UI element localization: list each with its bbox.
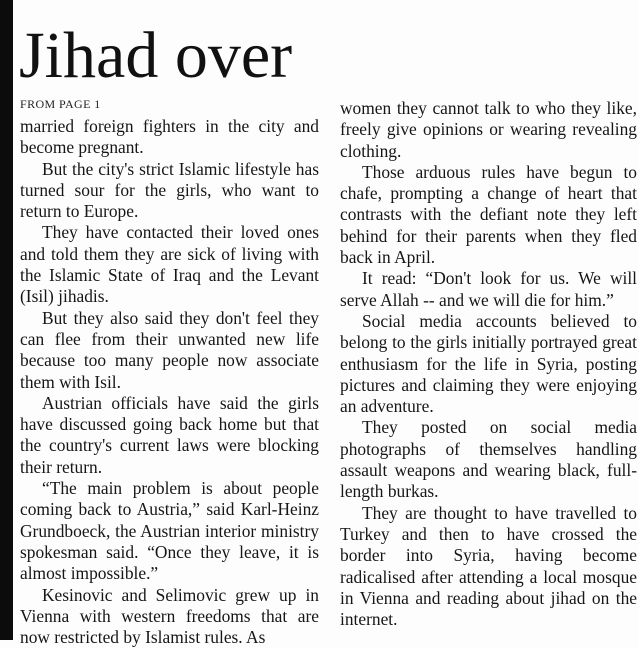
paragraph: Those arduous rules have begun to chafe, prompting a change of heart that contrasts with the defiant note they left behind for their parents when they fled back in April. [340,161,637,268]
left-margin-bar [0,0,13,640]
paragraph: married foreign fighters in the city and become pregnant. [20,116,319,158]
paragraph: Austrian officials have said the girls have discussed going back home but that the country's current laws were blocking their return. [20,392,319,477]
paragraph: But the city's strict Islamic lifestyle has turned sour for the girls, who want to return to Europe. [20,158,319,222]
article-column-left [20,116,319,648]
paragraph: Social media accounts believed to belong to the girls initially portrayed great enthusiasm for the life in Syria, posting pictures and claiming they were enjoying an adventure. [340,310,637,417]
paragraph: They are thought to have travelled to Turkey and then to have crossed the border into Syria, having become radicalised after attending a local mosque in Vienna and reading about jihad on the internet. [340,502,637,630]
headline: Jihad over [19,19,293,92]
paragraph: women they cannot talk to who they like, freely give opinions or wearing revealing clothing. [340,98,637,161]
paragraph: Kesinovic and Selimovic grew up in Vienna with western freedoms that are now restricted by Islamist rules. As [20,584,319,648]
article-column-right [340,98,637,630]
continuation-kicker: FROM PAGE 1 [20,97,101,111]
paragraph: They have contacted their loved ones and told them they are sick of living with the Islamic State of Iraq and the Levant (Isil) jihadis. [20,222,319,307]
paragraph: They posted on social media photographs of themselves handling assault weapons and wearing black, full-length burkas. [340,417,637,502]
paragraph: “The main problem is about people coming back to Austria,” said Karl-Heinz Grundboeck, the Austrian interior ministry spokesman said. “Once they leave, it is almost impossible.” [20,478,319,584]
paragraph: But they also said they don't feel they can flee from their unwanted new life because too many people now associate them with Isil. [20,307,319,392]
paragraph: It read: “Don't look for us. We will serve Allah -- and we will die for him.” [340,268,637,310]
